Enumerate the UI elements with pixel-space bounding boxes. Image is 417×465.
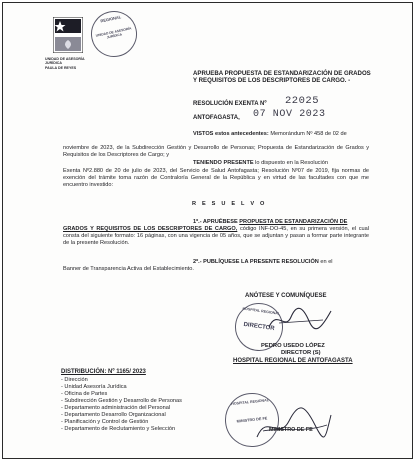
distribution-title: DISTRIBUCIÓN: Nº 1165/ 2023 bbox=[61, 369, 146, 375]
teniendo-presente-start bbox=[193, 160, 369, 167]
article-2-text-1: en el bbox=[320, 259, 333, 265]
place-label: ANTOFAGASTA, bbox=[193, 115, 240, 121]
list-item: - Oficina de Partes bbox=[61, 391, 108, 397]
logo-caption-line-2: PAULA DE REYES bbox=[45, 65, 77, 70]
list-item: - Departamento Desarrollo Organizacional bbox=[61, 412, 166, 418]
resolution-document bbox=[2, 2, 413, 459]
minister-signature bbox=[253, 403, 333, 443]
vistos-paragraph-start bbox=[193, 131, 369, 138]
resuelvo-heading: R E S U E L V O bbox=[192, 201, 267, 207]
vistos-lead: VISTOS estos antecedentes: bbox=[193, 131, 269, 137]
document-subject: APRUEBA PROPUESTA DE ESTANDARIZACIÓN DE GRADOS Y REQUISITOS DE LOS DESCRIPTORES DE CARGO. - bbox=[193, 70, 371, 85]
distribution-list bbox=[61, 377, 182, 433]
legal-unit-stamp bbox=[87, 7, 142, 62]
vistos-text-2: noviembre de 2023, de la Subdirección Gestión y Desarrollo de Personas; Propuesta de Estandarización de Grados y Requisitos de los Descriptores de Cargo; y bbox=[63, 145, 369, 159]
logo-caption-line-1: UNIDAD DE ASESORÍA JURÍDICA bbox=[45, 57, 85, 66]
institution-name: HOSPITAL REGIONAL DE ANTOFAGASTA bbox=[233, 358, 353, 364]
minister-stamp-mid: MINISTRO DE FE bbox=[236, 416, 268, 424]
government-logo bbox=[53, 17, 83, 53]
director-stamp-top: HOSPITAL REGIONAL bbox=[242, 306, 281, 316]
stamp-text-top: REGIONAL bbox=[99, 14, 122, 24]
resolution-number: 22025 bbox=[285, 95, 320, 107]
logo-caption bbox=[45, 57, 101, 70]
director-title: DIRECTOR (S) bbox=[281, 350, 321, 356]
tp-text-1: lo dispuesto en la Resolución bbox=[255, 160, 328, 166]
article-1-text-1: PROPUESTA DE ESTANDARIZACIÓN DE bbox=[239, 219, 348, 225]
article-2-lead: 2º.- PUBLÍQUESE LA PRESENTE RESOLUCIÓN bbox=[193, 259, 319, 265]
director-name: PEDRO USEDO LÓPEZ bbox=[261, 343, 325, 349]
list-item: - Dirección bbox=[61, 377, 88, 383]
list-item: - Departamento administración del Personal bbox=[61, 405, 171, 411]
stamp-text-bottom: UNIDAD DE ASESORÍA JURÍDICA bbox=[95, 26, 132, 40]
article-2-text-2: Banner de Transparencia Activa del Establecimiento. bbox=[63, 266, 194, 272]
minister-label: MINISTRO DE FE bbox=[269, 427, 313, 433]
list-item: - Unidad Asesoría Jurídica bbox=[61, 384, 127, 390]
director-stamp-mid: DIRECTOR bbox=[243, 321, 275, 333]
resolution-label: RESOLUCIÓN EXENTA Nº bbox=[193, 101, 267, 107]
anotese-line: ANÓTESE Y COMUNÍQUESE bbox=[245, 293, 327, 299]
article-1-underlined: GRADOS Y REQUISITOS DE LOS DESCRIPTORES DE CARGO, bbox=[63, 226, 238, 232]
director-signature bbox=[265, 303, 335, 333]
minister-stamp-top: HOSPITAL REGIONAL bbox=[231, 398, 270, 407]
article-1-body bbox=[63, 226, 369, 248]
document-date: 07 NOV 2023 bbox=[253, 109, 326, 120]
article-1-text-3: código INF-DO-45, en su primera versión, el cual consta del siguiente formato: 16 páginas, con una vigencia de 05 años, que se adjuntan y pasan a formar parte integrante de la presente Resolución. bbox=[63, 226, 369, 247]
tp-lead: TENIENDO PRESENTE bbox=[193, 160, 254, 166]
list-item: - Departamento de Reclutamiento y Selección bbox=[61, 426, 176, 432]
article-1-lead: 1º.- APRUÉBESE bbox=[193, 219, 238, 225]
tp-text-2: Exenta Nº2.880 de 20 de julio de 2023, del Servicio de Salud Antofagasta; Resolución Nº07 de 2019, fija normas de exención del trámite toma razón de Contraloría General de la República y en virtud de las facultades con que me encuentro investido: bbox=[63, 168, 369, 189]
list-item: - Subdirección Gestión y Desarrollo de Personas bbox=[61, 398, 182, 404]
list-item: - Planificación y Control de Gestión bbox=[61, 419, 149, 425]
vistos-text-1: Memorándum Nº 458 de 02 de bbox=[270, 131, 347, 137]
